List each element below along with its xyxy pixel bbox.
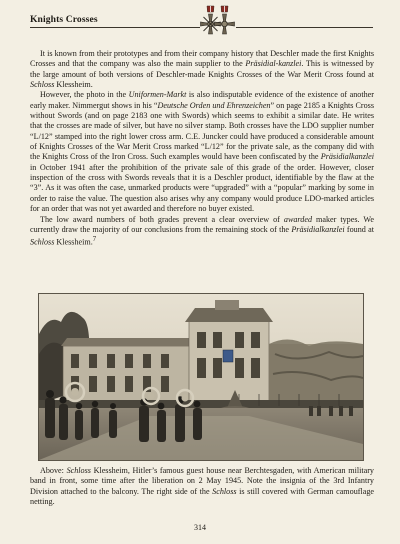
text-run: Klessheim.	[54, 80, 93, 90]
text-run: maker types. We currently draw the majority of our conclusions from the remaining stock of the	[30, 214, 374, 234]
italic-run: Präsidialkanzlei	[291, 224, 345, 234]
text-run: ” on page 2185 a Knights Cross without Swords (and on page 2183 one with Swords) which seems to exhibit a similar date. He writes that the crosses are made of silver, but have no silver stamp. Both crosses have the LDO supplier number “L/12” stamped into the right lower cross arm. C.E. Juncker could have produced a considerable amount of Knights Crosses of the War Merit Cross marked “L/12” for the private sale, as the company did with the Knights Cross of the Iron Cross. Such examples would have been confiscated by the	[30, 100, 374, 162]
text-run: . This is witnessed by the large amount of both versions of Deschler-made Knights Crosses of the War Merit Cross found at	[30, 59, 374, 79]
text-run: Above:	[40, 466, 67, 475]
paragraph	[30, 215, 374, 249]
italic-run: Schloss	[30, 80, 55, 90]
footnote-ref: 7	[92, 236, 97, 244]
italic-run: Uniformen-Markt	[128, 90, 187, 100]
text-run: It is known from their prototypes and from their company history that Deschler made the first Knights Crosses and that the company was also the main supplier to the	[30, 49, 374, 69]
page-number: 314	[194, 523, 206, 532]
italic-run: Deutsche Orden und Ehrenzeichen	[157, 100, 271, 110]
text-run: found at	[344, 224, 374, 234]
running-header	[30, 5, 373, 41]
text-run: The low award numbers of both grades prevent a clear overview of	[40, 214, 284, 224]
running-title: Knights Crosses	[30, 14, 98, 25]
body-text	[30, 49, 374, 248]
text-run: in October 1941 after the prohibition of the private sale of this grade of the order. However, closer inspection of the cross with Swords reveals that it is a Deschler product, identifiable by the flaw at the “3”. As it was often the case, unmarked products were “upgraded” with a “popular” marking by some in order to raise the value. The question also arises why any company would produce LDO-marked articles for an order that was not yet awarded and therefore no buyer existed.	[30, 162, 374, 214]
text-run: However, the photo in the	[40, 90, 129, 100]
italic-run: Präsidialkanzlei	[320, 152, 374, 162]
text-run: Klessheim.	[54, 237, 93, 247]
italic-run: Präsidial-kanzlei	[245, 59, 302, 69]
paragraph	[30, 90, 374, 214]
italic-run: Schloss	[212, 486, 237, 496]
schloss-klessheim-photo	[38, 293, 364, 461]
paragraph	[30, 49, 374, 90]
text-run: Klessheim, Hitler’s famous guest house near Berchtesgaden, with American military band in front, some time after the liberation on 2 May 1945. Note the insignia of the 3rd Infantry Division attached to the balcony. The right side of the	[30, 466, 374, 496]
italic-run: Schloss	[30, 237, 55, 247]
knights-cross-medals-icon	[200, 5, 236, 41]
italic-run: Schloss	[66, 466, 91, 475]
text-run: is still covered with German camouflage netting.	[30, 486, 374, 507]
text-run: is also indisputable evidence of the existence of another early maker. Nimmergut shows in his “	[30, 90, 374, 110]
photo-caption	[30, 466, 374, 507]
italic-run: awarded	[283, 214, 313, 224]
caption-text	[30, 466, 374, 507]
